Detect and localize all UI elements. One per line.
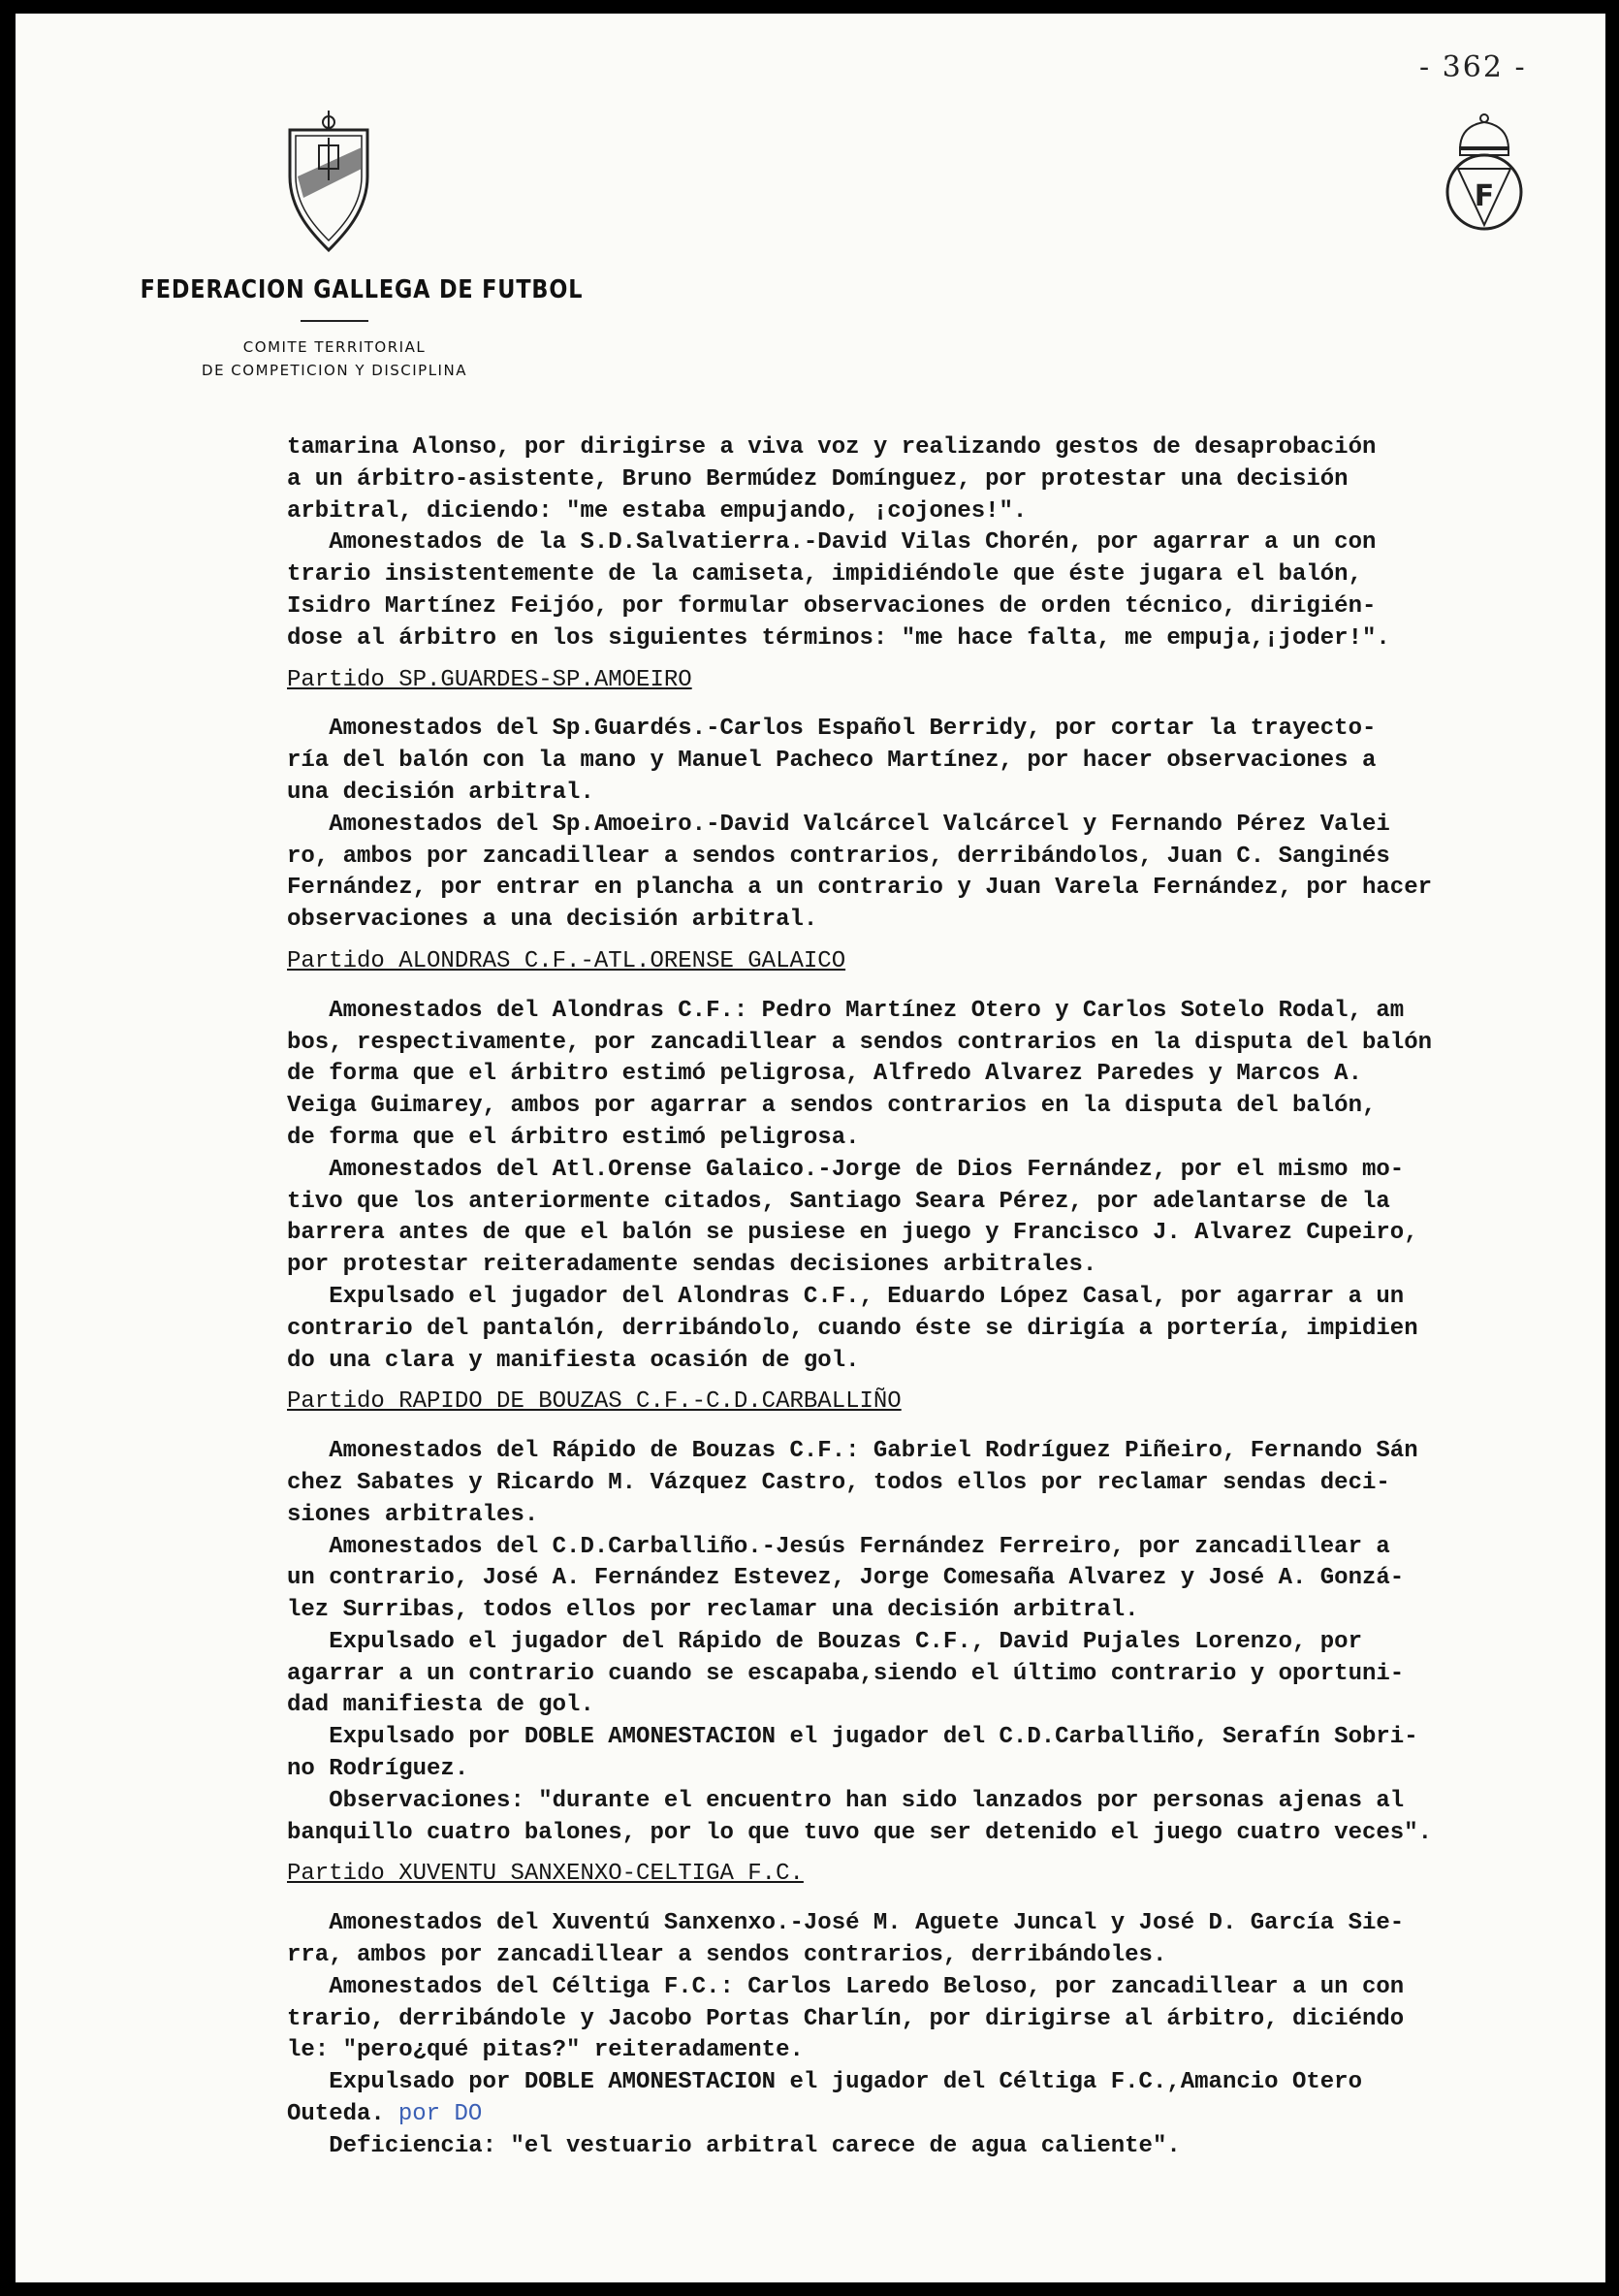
page-number: - 362 - (1419, 50, 1527, 84)
text-line: bos, respectivamente, por zancadillear a sendos contrarios en la disputa del balón (287, 1029, 1432, 1056)
match-heading: Partido SP.GUARDES-SP.AMOEIRO (287, 666, 692, 693)
text-line: trario, derribándole y Jacobo Portas Charlín, por dirigirse al árbitro, diciéndo (287, 2005, 1405, 2032)
text-line: ría del balón con la mano y Manuel Pacheco Martínez, por hacer observaciones a (287, 748, 1377, 775)
committee-line-2: DE COMPETICION Y DISCIPLINA (202, 362, 467, 379)
document-page (16, 14, 1605, 2282)
text-line: Expulsado el jugador del Rápido de Bouzas C.F., David Pujales Lorenzo, por (287, 1628, 1362, 1655)
text-line: arbitral, diciendo: "me estaba empujando, ¡cojones!". (287, 497, 1028, 525)
text-line: siones arbitrales. (287, 1501, 539, 1528)
svg-text:F: F (1474, 179, 1495, 213)
document-body (287, 432, 1586, 2163)
text-line: Fernández, por entrar en plancha a un contrario y Juan Varela Fernández, por hacer (287, 875, 1432, 902)
text-line: lez Surribas, todos ellos por reclamar una decisión arbitral. (287, 1597, 1139, 1624)
text-line: por protestar reiteradamente sendas decisiones arbitrales. (287, 1252, 1097, 1279)
text-line: Amonestados del Rápido de Bouzas C.F.: Gabriel Rodríguez Piñeiro, Fernando Sán (287, 1438, 1418, 1465)
text-line: Expulsado el jugador del Alondras C.F., Eduardo López Casal, por agarrar a un (287, 1283, 1405, 1310)
text-line: Outeda. por DO (287, 2101, 483, 2128)
letterhead (109, 275, 584, 382)
text-line: Expulsado por DOBLE AMONESTACION el jugador del C.D.Carballiño, Serafín Sobri- (287, 1724, 1418, 1751)
text-line: dose al árbitro en los siguientes términos: "me hace falta, me empuja,¡joder!". (287, 624, 1390, 652)
text-line: le: "pero¿qué pitas?" reiteradamente. (287, 2037, 804, 2064)
text-line: dad manifiesta de gol. (287, 1692, 594, 1719)
match-heading: Partido XUVENTU SANXENXO-CELTIGA F.C. (287, 1861, 804, 1888)
text-line: Expulsado por DOBLE AMONESTACION el jugador del Céltiga F.C.,Amancio Otero (287, 2069, 1362, 2096)
text-line: contrario del pantalón, derribándolo, cuando éste se dirigía a portería, impidien (287, 1315, 1418, 1342)
match-heading: Partido RAPIDO DE BOUZAS C.F.-C.D.CARBALLIÑO (287, 1388, 902, 1416)
text-line: Deficiencia: "el vestuario arbitral carece de agua caliente". (287, 2132, 1181, 2159)
text-line: do una clara y manifiesta ocasión de gol. (287, 1347, 860, 1374)
text-line: agarrar a un contrario cuando se escapaba,siendo el último contrario y oportuni- (287, 1660, 1405, 1687)
text-line: observaciones a una decisión arbitral. (287, 907, 818, 934)
text-line: Amonestados del Sp.Guardés.-Carlos Español Berridy, por cortar la trayecto- (287, 716, 1377, 743)
text-line: ro, ambos por zancadillear a sendos contrarios, derribándolos, Juan C. Sanginés (287, 843, 1390, 870)
text-line: rra, ambos por zancadillear a sendos contrarios, derribándoles. (287, 1942, 1167, 1969)
committee-line-1: COMITE TERRITORIAL (242, 338, 427, 356)
text-line: barrera antes de que el balón se pusiese en juego y Francisco J. Alvarez Cupeiro, (287, 1220, 1418, 1247)
text-line: Amonestados del Céltiga F.C.: Carlos Laredo Beloso, por zancadillear a un con (287, 1973, 1405, 2000)
text-line: banquillo cuatro balones, por lo que tuvo que ser detenido el juego cuatro veces". (287, 1819, 1432, 1846)
text-line: tamarina Alonso, por dirigirse a viva voz y realizando gestos de desaprobación (287, 434, 1377, 461)
text-line: de forma que el árbitro estimó peligrosa. (287, 1124, 860, 1151)
text-line: Amonestados del Sp.Amoeiro.-David Valcárcel Valcárcel y Fernando Pérez Valei (287, 811, 1390, 838)
text-line: chez Sabates y Ricardo M. Vázquez Castro, todos ellos por reclamar sendas deci- (287, 1469, 1390, 1496)
text-line: Amonestados del Atl.Orense Galaico.-Jorge de Dios Fernández, por el mismo mo- (287, 1156, 1405, 1183)
text-line: no Rodríguez. (287, 1756, 469, 1783)
text-line: un contrario, José A. Fernández Estevez, Jorge Comesaña Alvarez y José A. Gonzá- (287, 1565, 1405, 1592)
text-line: Amonestados del Xuventú Sanxenxo.-José M. Aguete Juncal y José D. García Sie- (287, 1910, 1405, 1937)
text-line: una decisión arbitral. (287, 779, 594, 806)
text-line: de forma que el árbitro estimó peligrosa, Alfredo Alvarez Paredes y Marcos A. (287, 1061, 1362, 1088)
organization-name: FEDERACION GALLEGA DE FUTBOL (140, 275, 584, 304)
text-line: Amonestados del C.D.Carballiño.-Jesús Fernández Ferreiro, por zancadillear a (287, 1533, 1390, 1560)
text-line: a un árbitro-asistente, Bruno Bermúdez Domínguez, por protestar una decisión (287, 465, 1349, 493)
royal-crest-icon (1441, 111, 1528, 235)
handwritten-annotation: por DO (397, 2101, 483, 2128)
text-line: trario insistentemente de la camiseta, impidiéndole que éste jugara el balón, (287, 561, 1362, 589)
match-heading: Partido ALONDRAS C.F.-ATL.ORENSE GALAICO (287, 947, 846, 974)
letterhead-divider (301, 320, 368, 322)
text-line: tivo que los anteriormente citados, Santiago Seara Pérez, por adelantarse de la (287, 1188, 1390, 1215)
text-line: Isidro Martínez Feijóo, por formular observaciones de orden técnico, dirigién- (287, 592, 1377, 620)
federation-shield-icon (284, 109, 373, 254)
text-line: Amonestados de la S.D.Salvatierra.-David Vilas Chorén, por agarrar a un con (287, 529, 1377, 557)
text-line: Amonestados del Alondras C.F.: Pedro Martínez Otero y Carlos Sotelo Rodal, am (287, 997, 1405, 1024)
text-line: Veiga Guimarey, ambos por agarrar a sendos contrarios en la disputa del balón, (287, 1093, 1377, 1120)
text-line: Observaciones: "durante el encuentro han sido lanzados por personas ajenas al (287, 1787, 1405, 1814)
